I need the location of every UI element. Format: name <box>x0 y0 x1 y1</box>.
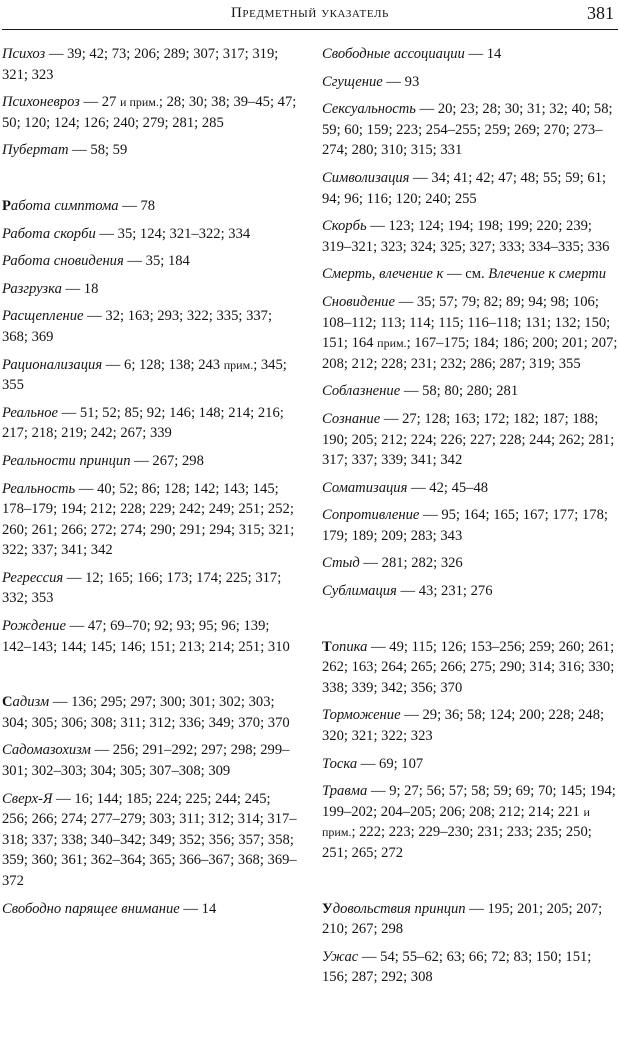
index-entry <box>322 99 618 161</box>
footnote-note: прим. <box>223 357 254 372</box>
index-term <box>2 694 49 710</box>
index-column-left <box>2 44 300 1064</box>
page-references: — 14 <box>464 46 502 62</box>
index-term <box>322 170 409 186</box>
index-entry <box>2 306 300 347</box>
page-references: — 6; 128; 138; 243 <box>102 356 224 373</box>
index-term <box>322 583 397 599</box>
page-references: — 35; 57; 79; 82; 89; 94; 98; 106; 108–112; 113; 114; 115; 116–118; 131; 132; 150; 151; 164 <box>322 293 611 352</box>
index-entry <box>2 279 300 300</box>
index-term <box>322 46 465 62</box>
index-entry <box>2 44 300 85</box>
index-term <box>2 901 180 917</box>
index-term <box>2 570 63 586</box>
index-entry <box>2 616 300 657</box>
index-term <box>322 218 367 234</box>
index-entry <box>2 251 300 272</box>
footnote-note: и прим. <box>322 804 590 840</box>
index-term-text: Смерть, влечение к <box>322 266 444 283</box>
index-term <box>322 783 367 799</box>
index-term-text: Сексуальность <box>322 101 416 118</box>
page-references: — 58; 59 <box>68 142 128 159</box>
section-initial-letter: Т <box>322 638 332 655</box>
index-entry <box>2 740 300 781</box>
index-term-text: Соматизация <box>322 479 408 496</box>
index-term-text: Ужас <box>322 948 359 965</box>
index-entry <box>322 264 618 285</box>
index-term-text: Сгущение <box>322 73 383 90</box>
index-term-text: Травма <box>322 783 368 800</box>
index-term-text: опика <box>331 638 368 655</box>
index-term-text: Работа скорби <box>2 225 96 242</box>
index-term <box>2 198 119 214</box>
page-references: — см. <box>443 266 489 283</box>
page-references: — 39; 42; 73; 206; 289; 307; 317; 319; 321; 323 <box>2 46 279 83</box>
index-term <box>2 453 131 469</box>
index-term-text: Работа сновидения <box>2 253 124 270</box>
index-term <box>322 411 380 427</box>
page-references: — 51; 52; 85; 92; 146; 148; 214; 216; 217; 218; 219; 242; 267; 339 <box>2 404 284 442</box>
index-term-text: Сознание <box>322 410 381 427</box>
page-references: — 32; 163; 293; 322; 335; 337; 368; 369 <box>2 308 273 345</box>
section-gap <box>2 664 300 692</box>
index-term <box>322 555 360 571</box>
index-term-text: Психоз <box>2 46 46 62</box>
index-term <box>322 707 401 723</box>
cross-reference: Влечение к смерти <box>488 266 607 283</box>
page-references: — 69; 107 <box>357 755 424 772</box>
index-term-text: Торможение <box>322 707 401 724</box>
footnote-note: прим. <box>377 336 407 351</box>
index-term-text: Рационализация <box>2 356 103 373</box>
index-entry <box>2 479 300 561</box>
running-header <box>0 0 620 30</box>
index-entry <box>322 409 618 471</box>
index-entry <box>2 692 300 733</box>
index-entry <box>2 789 300 892</box>
page-references: — 256; 291–292; 297; 298; 299–301; 302–303; 304; 305; 307–308; 309 <box>2 742 290 780</box>
index-term-text: Сублимация <box>322 583 397 600</box>
index-term <box>2 94 80 110</box>
index-entry <box>322 381 618 402</box>
section-initial-letter: Р <box>2 197 11 214</box>
page-references: — 34; 41; 42; 47; 48; 55; 59; 61; 94; 96; 116; 120; 240; 255 <box>322 169 607 207</box>
index-column-right <box>322 44 618 1064</box>
index-term-text: Реальное <box>2 404 58 421</box>
index-term-text: Сверх-Я <box>2 790 53 807</box>
index-term-text: Рождение <box>2 618 66 635</box>
page-references: — 16; 144; 185; 224; 225; 244; 245; 256; 266; 274; 277–279; 303; 311; 312; 314; 317–318; 337; 338; 340–342; 349; 352; 356; 357; 358; 359; 360; 361; 362–364; 365; 366–367; 368; 369–372 <box>2 790 297 889</box>
index-entry <box>322 505 618 546</box>
index-term <box>322 949 358 965</box>
page-references: — 12; 165; 166; 173; 174; 225; 317; 332; 353 <box>2 569 282 607</box>
index-entry <box>322 705 618 746</box>
section-gap <box>322 871 618 899</box>
index-term-text: Реальности принцип <box>2 452 131 469</box>
index-term-text: Свободные ассоциации <box>322 46 465 62</box>
header-rule <box>2 29 618 30</box>
index-entry <box>322 899 618 940</box>
page-references: ; 28; 30; 38; 39–45; 47; 50; 120; 124; 126; 240; 279; 281; 285 <box>2 94 297 131</box>
index-term <box>2 142 69 158</box>
page-references: — 43; 231; 276 <box>396 583 493 600</box>
index-entry <box>322 754 618 775</box>
index-term <box>322 294 395 310</box>
index-term-text: Свободно парящее внимание <box>2 900 180 917</box>
index-entry <box>322 947 618 988</box>
index-term <box>322 383 400 399</box>
page-references: ; 167–175; 184; 186; 200; 201; 207; 208; 212; 228; 231; 232; 286; 287; 319; 355 <box>322 335 618 372</box>
page-references: — 47; 69–70; 92; 93; 95; 96; 139; 142–143; 144; 145; 146; 151; 213; 214; 251; 310 <box>2 618 290 655</box>
footnote-note: и прим. <box>120 95 159 110</box>
page-references: ; 222; 223; 229–230; 231; 233; 235; 250; 251; 265; 272 <box>322 824 592 861</box>
section-gap <box>322 609 618 637</box>
page-references: — 27; 128; 163; 172; 182; 187; 188; 190; 205; 212; 224; 226; 227; 228; 244; 262; 281; 317; 337; 339; 341; 342 <box>322 410 615 469</box>
index-term-text: адизм <box>12 694 50 711</box>
page-references: — 40; 52; 86; 128; 142; 143; 145; 178–179; 194; 212; 228; 229; 242; 249; 251; 252; 260; 261; 266; 272; 274; 290; 291; 294; 315; 321; 322; 337; 341; 342 <box>2 480 295 559</box>
section-initial-letter: С <box>2 694 13 711</box>
index-entry <box>2 224 300 245</box>
index-term-text: Скорбь <box>322 218 367 235</box>
index-term-text: Садомазохизм <box>2 742 91 759</box>
index-term-text: Психоневроз <box>2 94 80 111</box>
index-entry <box>322 72 618 93</box>
index-term <box>2 357 102 373</box>
index-term-text: довольствия принцип <box>332 900 466 917</box>
index-term-text: Сновидение <box>322 293 395 310</box>
index-term-text: Расщепление <box>2 308 84 325</box>
index-term-text: Реальность <box>2 480 76 497</box>
index-entry <box>2 403 300 444</box>
page-references: — 123; 124; 194; 198; 199; 220; 239; 319–321; 323; 324; 325; 327; 333; 334–335; 336 <box>322 218 610 255</box>
page-references: — 27 <box>79 94 121 111</box>
index-term-text: Символизация <box>322 169 410 186</box>
page-references: — 267; 298 <box>130 452 204 469</box>
page-references: — 54; 55–62; 63; 66; 72; 83; 150; 151; 156; 287; 292; 308 <box>322 948 592 986</box>
index-term <box>322 756 357 772</box>
index-term <box>322 901 466 917</box>
index-term <box>2 618 66 634</box>
page-references: — 20; 23; 28; 30; 31; 32; 40; 58; 59; 60; 159; 223; 254–255; 259; 269; 270; 273–274; 280; 310; 315; 331 <box>322 101 613 159</box>
index-term <box>2 281 62 297</box>
page-references: — 29; 36; 58; 124; 200; 228; 248; 320; 321; 322; 323 <box>322 707 605 745</box>
index-entry <box>2 451 300 472</box>
index-term <box>322 639 367 655</box>
index-term-text: Разгрузка <box>2 280 62 297</box>
page-references: — 35; 124; 321–322; 334 <box>95 225 251 242</box>
index-entry <box>322 44 618 65</box>
page-references: — 93 <box>382 73 420 90</box>
page-references: — 49; 115; 126; 153–256; 259; 260; 261; 262; 163; 264; 265; 266; 275; 290; 314; 316; 330; 338; 339; 342; 356; 370 <box>322 638 615 696</box>
section-initial-letter: У <box>322 900 333 917</box>
index-term-text: Сопротивление <box>322 507 420 524</box>
index-term <box>322 74 383 90</box>
page-references: — 14 <box>179 900 217 917</box>
index-term <box>2 308 84 324</box>
index-term <box>2 226 96 242</box>
index-entry <box>2 92 300 133</box>
index-term <box>2 405 58 421</box>
index-term-text: Тоска <box>322 755 358 772</box>
page-references: — 195; 201; 205; 207; 210; 267; 298 <box>322 900 603 938</box>
index-term-text: Соблазнение <box>322 383 401 400</box>
index-entry <box>322 292 618 374</box>
index-term <box>322 507 419 523</box>
index-term <box>2 46 45 62</box>
index-term-text: Пубертат <box>2 142 69 159</box>
index-term <box>2 742 91 758</box>
index-entry <box>322 553 618 574</box>
index-entry <box>322 168 618 209</box>
index-term <box>2 253 124 269</box>
page-references: ; 345; 355 <box>2 356 287 394</box>
section-gap <box>2 168 300 196</box>
page-references: — 35; 184 <box>123 253 190 270</box>
page-references: — 42; 45–48 <box>407 479 489 496</box>
index-entry <box>2 196 300 217</box>
index-term <box>322 101 416 117</box>
index-entry <box>2 568 300 609</box>
index-entry <box>2 899 300 920</box>
index-term <box>322 266 443 282</box>
index-entry <box>322 216 618 257</box>
page-references: — 281; 282; 326 <box>359 555 463 572</box>
index-entry <box>322 581 618 602</box>
page-references: — 95; 164; 165; 167; 177; 178; 179; 189; 209; 283; 343 <box>322 507 608 544</box>
index-term <box>2 481 75 497</box>
index-term-text: абота симптома <box>10 197 119 214</box>
index-term <box>322 480 407 496</box>
page-references: — 78 <box>118 197 156 214</box>
index-term-text: Регрессия <box>2 569 64 586</box>
index-entry <box>322 781 618 863</box>
page-references: — 18 <box>61 280 99 297</box>
index-term-text: Стыд <box>322 555 360 572</box>
page-number: 381 <box>587 3 614 23</box>
page-references: — 136; 295; 297; 300; 301; 302; 303; 304; 305; 306; 308; 311; 312; 336; 349; 370; 370 <box>2 694 290 731</box>
index-entry <box>322 478 618 499</box>
page-references: — 9; 27; 56; 57; 58; 59; 69; 70; 145; 194; 199–202; 204–205; 206; 208; 212; 214; 221 <box>322 783 616 820</box>
running-header-title: Предметный указатель <box>231 5 389 21</box>
page-references: — 58; 80; 280; 281 <box>400 383 519 400</box>
index-term <box>2 791 52 807</box>
index-entry <box>322 637 618 699</box>
index-entry <box>2 355 300 396</box>
index-entry <box>2 140 300 161</box>
